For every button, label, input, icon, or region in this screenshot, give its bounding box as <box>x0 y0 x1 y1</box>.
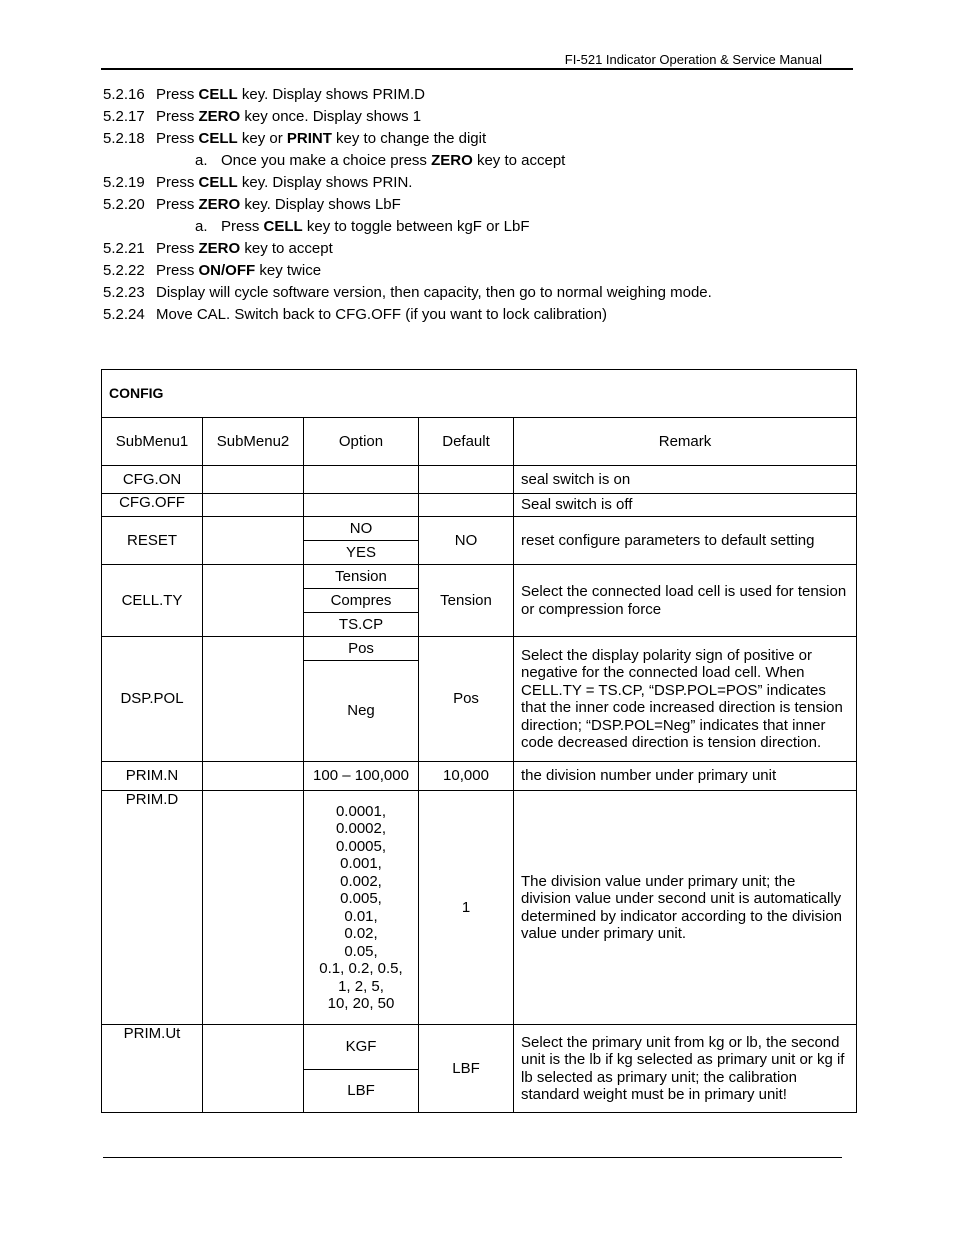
remark-cell: Select the display polarity sign of positive or negative for the connected load cell. When CELL.TY = TS.CP, “DSP.POL=POS” indicates that the inner code increased direction is tension direction; “DSP.POL=Neg” indicates that inner code decreased direction is tension direction. <box>514 637 857 762</box>
step-text: key to accept <box>240 240 333 257</box>
substep-item <box>103 216 863 238</box>
default-cell: Pos <box>419 637 514 762</box>
step-item <box>103 172 863 194</box>
substep-item <box>103 150 863 172</box>
submenu2-cell <box>203 494 304 517</box>
step-text: key once. Display shows 1 <box>240 108 422 125</box>
option-cell <box>304 791 419 1025</box>
option-cell: YES <box>304 541 419 565</box>
table-row <box>102 1025 857 1070</box>
key-name: ZERO <box>198 240 241 257</box>
option-line: 0.0001, <box>335 802 387 820</box>
option-line: 0.005, <box>340 890 382 907</box>
remark-cell: Seal switch is off <box>514 494 857 517</box>
default-cell: LBF <box>419 1025 514 1113</box>
option-line: 10, 20, 50 <box>327 995 395 1012</box>
step-text: Move CAL. Switch back to CFG.OFF (if you want to lock calibration) <box>156 306 607 323</box>
key-name: PRINT <box>286 130 332 147</box>
step-item <box>103 304 863 326</box>
submenu1-cell: CELL.TY <box>102 565 203 637</box>
submenu1-cell: PRIM.D <box>102 791 203 1025</box>
key-name: CELL <box>198 86 238 103</box>
key-name: ZERO <box>198 196 241 213</box>
key-name: ZERO <box>198 108 241 125</box>
table-header-row <box>102 418 857 466</box>
column-header: Option <box>304 418 419 466</box>
key-name: CELL <box>198 130 238 147</box>
step-text: Press <box>156 130 199 147</box>
step-number: 5.2.19 <box>103 174 145 191</box>
submenu1-cell: PRIM.N <box>102 762 203 791</box>
footer-rule <box>103 1157 842 1158</box>
table-row <box>102 517 857 541</box>
submenu1-cell: CFG.ON <box>102 466 203 494</box>
table-row <box>102 762 857 791</box>
step-item <box>103 260 863 282</box>
step-item <box>103 84 863 106</box>
column-header: Default <box>419 418 514 466</box>
submenu1-cell: RESET <box>102 517 203 565</box>
submenu2-cell <box>203 517 304 565</box>
step-text: Press <box>156 240 199 257</box>
remark-cell: seal switch is on <box>514 466 857 494</box>
key-name: CELL <box>198 174 238 191</box>
option-cell: 100 – 100,000 <box>304 762 419 791</box>
substep-letter: a. <box>195 218 208 235</box>
table-row <box>102 494 857 517</box>
table-row <box>102 791 857 1025</box>
step-number: 5.2.22 <box>103 262 145 279</box>
submenu1-cell: CFG.OFF <box>102 494 203 517</box>
step-text: Display will cycle software version, then capacity, then go to normal weighing mode. <box>156 284 712 301</box>
step-item <box>103 194 863 216</box>
step-text: key to accept <box>472 152 566 169</box>
table-row <box>102 637 857 661</box>
table-title: CONFIG <box>102 370 857 418</box>
step-text: key. Display shows PRIN. <box>237 174 413 191</box>
option-line: 0.001, <box>340 855 382 872</box>
option-cell: Tension <box>304 565 419 589</box>
step-item <box>103 128 863 150</box>
option-cell: Pos <box>304 637 419 661</box>
option-line: 0.1, 0.2, 0.5, <box>319 960 403 977</box>
option-cell: NO <box>304 517 419 541</box>
column-header: SubMenu2 <box>203 418 304 466</box>
submenu2-cell <box>203 762 304 791</box>
option-line: 0.0002, <box>335 820 387 837</box>
submenu2-cell <box>203 565 304 637</box>
step-text: Press <box>221 218 264 235</box>
submenu2-cell <box>203 466 304 494</box>
remark-cell: Select the primary unit from kg or lb, the second unit is the lb if kg selected as primary unit or kg if lb selected as primary unit; the calibration standard weight must be in primary unit! <box>514 1025 857 1113</box>
key-name: CELL <box>263 218 303 235</box>
submenu1-cell: DSP.POL <box>102 637 203 762</box>
table-title-row <box>102 370 857 418</box>
step-number: 5.2.16 <box>103 86 145 103</box>
step-item <box>103 238 863 260</box>
submenu2-cell <box>203 791 304 1025</box>
table-row <box>102 466 857 494</box>
default-cell: 10,000 <box>419 762 514 791</box>
submenu2-cell <box>203 637 304 762</box>
option-cell: Compres <box>304 589 419 613</box>
submenu1-cell: PRIM.Ut <box>102 1025 203 1113</box>
step-item <box>103 106 863 128</box>
remark-cell: The division value under primary unit; the division value under second unit is automatically determined by indicator according to the division value under primary unit. <box>514 791 857 1025</box>
substep-letter: a. <box>195 152 208 169</box>
remark-cell: the division number under primary unit <box>514 762 857 791</box>
key-name: ON/OFF <box>198 262 256 279</box>
key-name: ZERO <box>431 152 473 169</box>
step-text: Press <box>156 174 199 191</box>
option-cell <box>304 494 419 517</box>
step-text: key twice <box>255 262 322 279</box>
config-table <box>101 369 857 1113</box>
option-line: 0.05, <box>344 942 378 960</box>
column-header: SubMenu1 <box>102 418 203 466</box>
step-text: key. Display shows LbF <box>240 196 401 213</box>
step-number: 5.2.23 <box>103 284 145 301</box>
table-row <box>102 565 857 589</box>
step-number: 5.2.17 <box>103 108 145 125</box>
step-text: key to change the digit <box>331 130 487 147</box>
step-text: key or <box>237 130 287 147</box>
step-number: 5.2.24 <box>103 306 145 323</box>
option-cell: LBF <box>304 1070 419 1113</box>
step-text: Press <box>156 86 199 103</box>
step-number: 5.2.20 <box>103 196 145 213</box>
option-line: 0.0005, <box>335 837 387 855</box>
option-cell: Neg <box>304 661 419 762</box>
option-line: 1, 2, 5, <box>338 977 384 995</box>
header-title: FI-521 Indicator Operation & Service Manual <box>564 52 822 67</box>
default-cell: Tension <box>419 565 514 637</box>
remark-cell: reset configure parameters to default setting <box>514 517 857 565</box>
step-number: 5.2.21 <box>103 240 145 257</box>
remark-cell: Select the connected load cell is used for tension or compression force <box>514 565 857 637</box>
step-text: key to toggle between kgF or LbF <box>302 218 530 235</box>
default-cell <box>419 466 514 494</box>
option-line: 0.002, <box>340 872 382 890</box>
step-text: Press <box>156 108 199 125</box>
step-list <box>103 84 863 326</box>
option-cell: TS.CP <box>304 613 419 637</box>
step-item <box>103 282 863 304</box>
option-line: 0.02, <box>344 925 378 942</box>
default-cell: NO <box>419 517 514 565</box>
step-number: 5.2.18 <box>103 130 145 147</box>
step-text: Press <box>156 262 199 279</box>
submenu2-cell <box>203 1025 304 1113</box>
option-cell <box>304 466 419 494</box>
default-cell: 1 <box>419 791 514 1025</box>
step-text: Once you make a choice press <box>221 152 432 169</box>
default-cell <box>419 494 514 517</box>
step-text: key. Display shows PRIM.D <box>237 86 425 103</box>
step-text: Press <box>156 196 199 213</box>
column-header: Remark <box>514 418 857 466</box>
option-line: 0.01, <box>344 907 378 925</box>
header-rule <box>101 68 853 70</box>
option-cell: KGF <box>304 1025 419 1070</box>
